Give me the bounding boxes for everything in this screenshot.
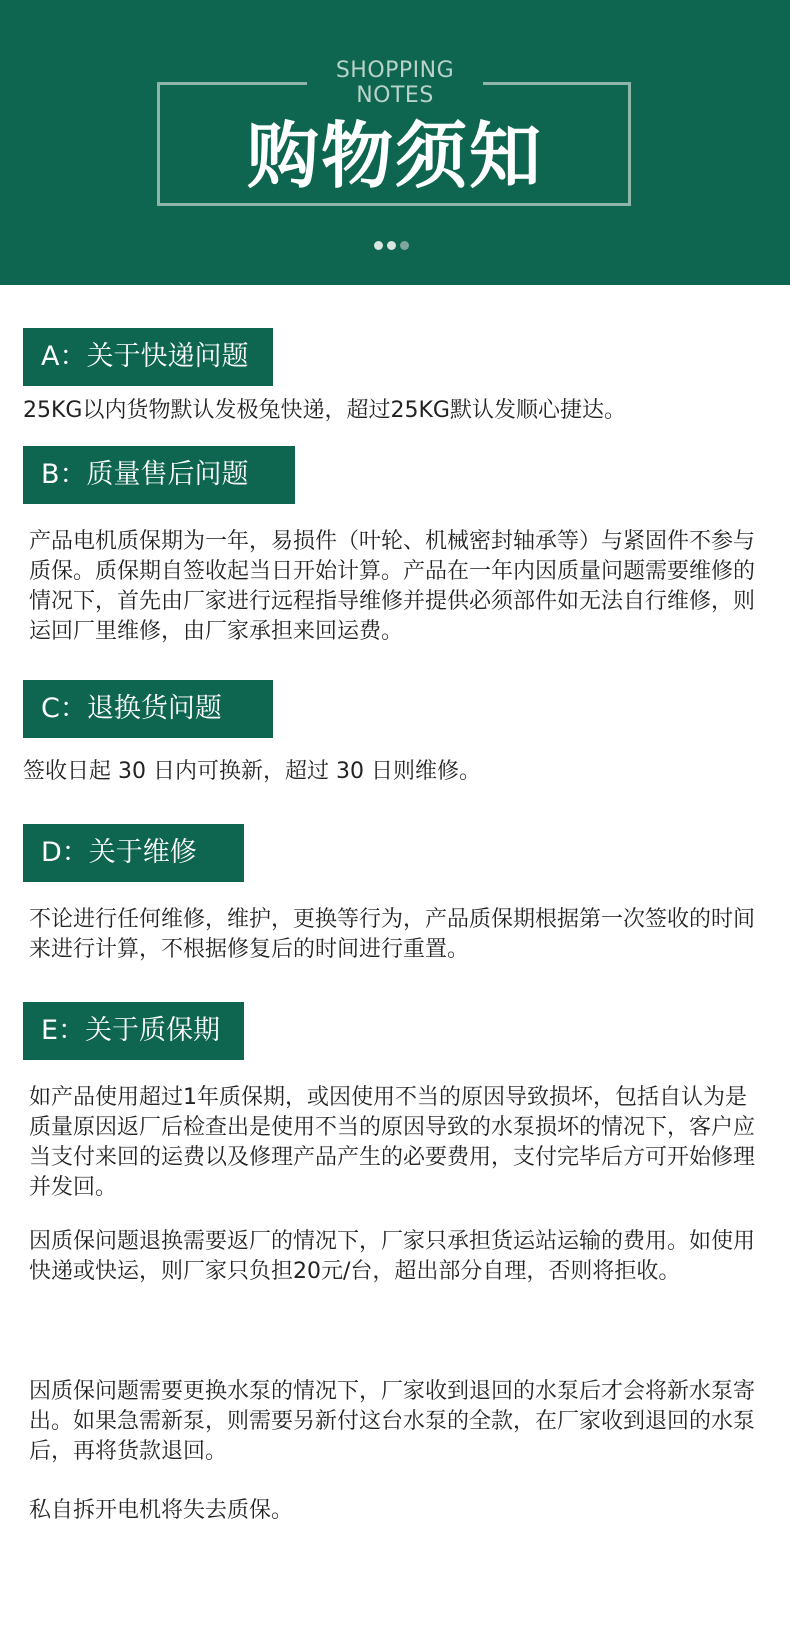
section-b-heading: B：质量售后问题 (23, 446, 295, 504)
section-e-text-3: 因质保问题需要更换水泵的情况下，厂家收到退回的水泵后才会将新水泵寄出。如果急需新泵，则需要另新付这台水泵的全款，在厂家收到退回的水泵后，再将货款退回。 (29, 1379, 756, 1464)
section-d-text: 不论进行任何维修，维护，更换等行为，产品质保期根据第一次签收的时间来进行计算，不根据修复后的时间进行重置。 (29, 907, 756, 962)
section-c-heading: C：退换货问题 (23, 680, 273, 738)
english-title: SHOPPING NOTES (307, 58, 483, 108)
carousel-dot (374, 241, 383, 250)
section-e-text-1: 如产品使用超过1年质保期，或因使用不当的原因导致损坏，包括自认为是质量原因返厂后检查出是使用不当的原因导致的水泵损坏的情况下，客户应当支付来回的运费以及修理产品产生的必要费用，支付完毕后方可开始修理并发回。 (29, 1085, 756, 1200)
page-title: 购物须知 (246, 114, 543, 198)
section-a-text: 25KG以内货物默认发极兔快递，超过25KG默认发顺心捷达。 (23, 398, 626, 423)
section-d-heading: D：关于维修 (23, 824, 244, 882)
carousel-dot (387, 241, 396, 250)
header-banner (0, 0, 790, 285)
section-e-heading: E：关于质保期 (23, 1002, 244, 1060)
section-b-text: 产品电机质保期为一年，易损件（叶轮、机械密封轴承等）与紧固件不参与质保。质保期自签收起当日开始计算。产品在一年内因质量问题需要维修的情况下，首先由厂家进行远程指导维修并提供必须部件如无法自行维修，则运回厂里维修，由厂家承担来回运费。 (29, 529, 756, 644)
section-e-text-4: 私自拆开电机将失去质保。 (29, 1498, 294, 1523)
carousel-dots (374, 235, 413, 245)
section-a-heading: A：关于快递问题 (23, 328, 273, 386)
section-c-text: 签收日起 30 日内可换新，超过 30 日则维修。 (23, 759, 481, 784)
carousel-dot (400, 241, 409, 250)
section-e-text-2: 因质保问题退换需要返厂的情况下，厂家只承担货运站运输的费用。如使用快递或快运，则厂家只负担20元/台，超出部分自理，否则将拒收。 (29, 1229, 756, 1284)
